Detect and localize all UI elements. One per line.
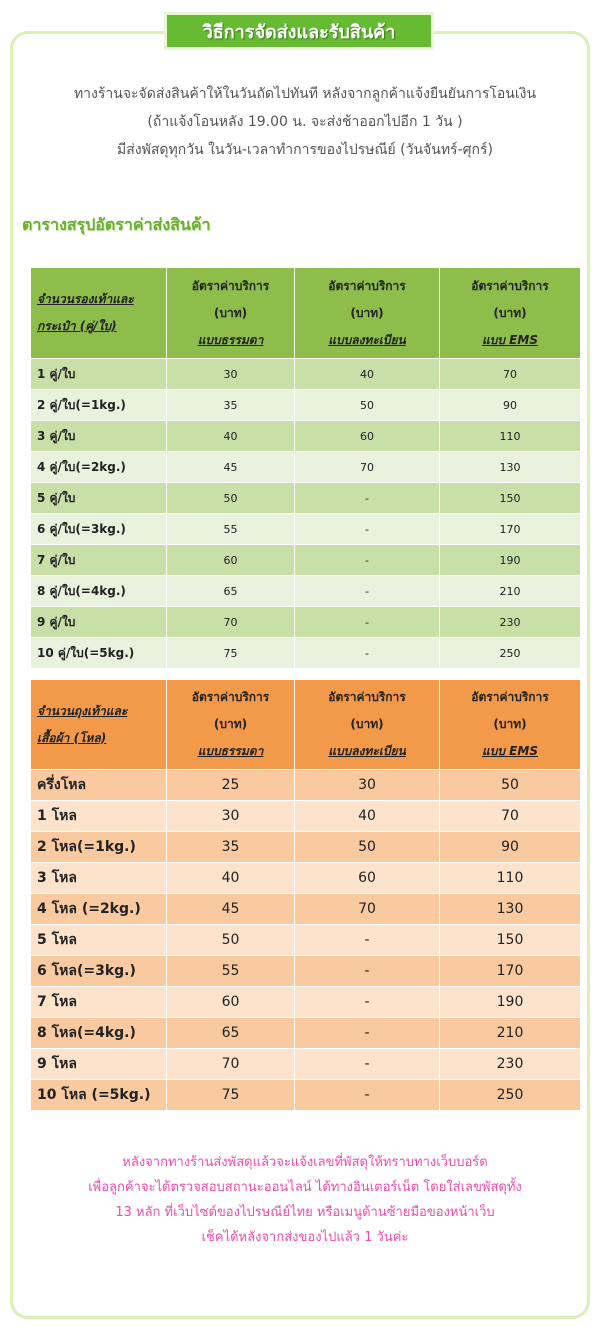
table-row: 9 โหล 70 - 230	[31, 1049, 581, 1080]
footer-line-4: เช็คได้หลังจากส่งของไปแล้ว 1 วันค่ะ	[201, 1230, 409, 1245]
header-normal-rate: อัตราค่าบริการ (บาท) แบบธรรมดา	[167, 680, 295, 770]
footer-line-3: 13 หลัก ที่เว็บไซต์ของไปรษณีย์ไทย หรือเมนูด้านซ้ายมือของหน้าเว็บ	[115, 1205, 495, 1220]
title-banner	[164, 12, 434, 50]
table-row: 7 โหล 60 - 190	[31, 987, 581, 1018]
table-row: 4 โหล (=2kg.) 45 70 130	[31, 894, 581, 925]
footer-line-1: หลังจากทางร้านส่งพัสดุแล้วจะแจ้งเลขที่พัสดุให้ทราบทางเว็บบอร์ด	[122, 1155, 488, 1170]
header-quantity: จำนวนถุงเท้าและ เสื้อผ้า (โหล)	[31, 680, 167, 770]
table-row: 6 โหล(=3kg.) 55 - 170	[31, 956, 581, 987]
table-row: 5 โหล 50 - 150	[31, 925, 581, 956]
table-row: 1 คู่/ใบ 30 40 70	[31, 359, 581, 390]
table-row: 3 โหล 40 60 110	[31, 863, 581, 894]
table-row: 8 คู่/ใบ(=4kg.) 65 - 210	[31, 576, 581, 607]
table-row: 6 คู่/ใบ(=3kg.) 55 - 170	[31, 514, 581, 545]
table-row: 5 คู่/ใบ 50 - 150	[31, 483, 581, 514]
table-row: 9 คู่/ใบ 70 - 230	[31, 607, 581, 638]
table-header-row	[31, 268, 581, 359]
header-quantity: จำนวนรองเท้าและ กระเป๋า (คู่/ใบ)	[31, 268, 167, 359]
table-row: 2 โหล(=1kg.) 35 50 90	[31, 832, 581, 863]
table-row: 2 คู่/ใบ(=1kg.) 35 50 90	[31, 390, 581, 421]
intro-line-2: (ถ้าแจ้งโอนหลัง 19.00 น. จะส่งช้าออกไปอีก 1 วัน )	[147, 114, 463, 130]
intro-line-1: ทางร้านจะจัดส่งสินค้าให้ในวันถัดไปทันที หลังจากลูกค้าแจ้งยืนยันการโอนเงิน	[73, 86, 537, 102]
socks-clothes-rate-table	[30, 679, 581, 1111]
header-normal-rate: อัตราค่าบริการ (บาท) แบบธรรมดา	[167, 268, 295, 359]
header-ems-rate: อัตราค่าบริการ (บาท) แบบ EMS	[440, 268, 581, 359]
footer-line-2: เพื่อลูกค้าจะได้ตรวจสอบสถานะออนไลน์ ได้ทางอินเตอร์เน็ต โดยใส่เลขพัสดุทั้ง	[88, 1180, 522, 1195]
header-registered-rate: อัตราค่าบริการ (บาท) แบบลงทะเบียน	[295, 268, 440, 359]
page-title: วิธีการจัดส่งและรับสินค้า	[202, 21, 396, 43]
intro-line-3: มีส่งพัสดุทุกวัน ในวัน-เวลาทำการของไปรษณีย์ (วันจันทร์-ศุกร์)	[117, 142, 493, 158]
table-row: 1 โหล 30 40 70	[31, 801, 581, 832]
table-row: 3 คู่/ใบ 40 60 110	[31, 421, 581, 452]
header-registered-rate: อัตราค่าบริการ (บาท) แบบลงทะเบียน	[295, 680, 440, 770]
table-header-row	[31, 680, 581, 770]
table-row: 4 คู่/ใบ(=2kg.) 45 70 130	[31, 452, 581, 483]
table-row: 8 โหล(=4kg.) 65 - 210	[31, 1018, 581, 1049]
section-title: ตารางสรุปอัตราค่าส่งสินค้า	[22, 215, 211, 234]
footer-note	[15, 1150, 595, 1250]
intro-text	[15, 80, 595, 164]
table-row: 10 โหล (=5kg.) 75 - 250	[31, 1080, 581, 1111]
table-row: ครึ่งโหล 25 30 50	[31, 770, 581, 801]
shoes-bags-rate-table	[30, 267, 581, 669]
table-row: 10 คู่/ใบ(=5kg.) 75 - 250	[31, 638, 581, 669]
header-ems-rate: อัตราค่าบริการ (บาท) แบบ EMS	[440, 680, 581, 770]
table-row: 7 คู่/ใบ 60 - 190	[31, 545, 581, 576]
